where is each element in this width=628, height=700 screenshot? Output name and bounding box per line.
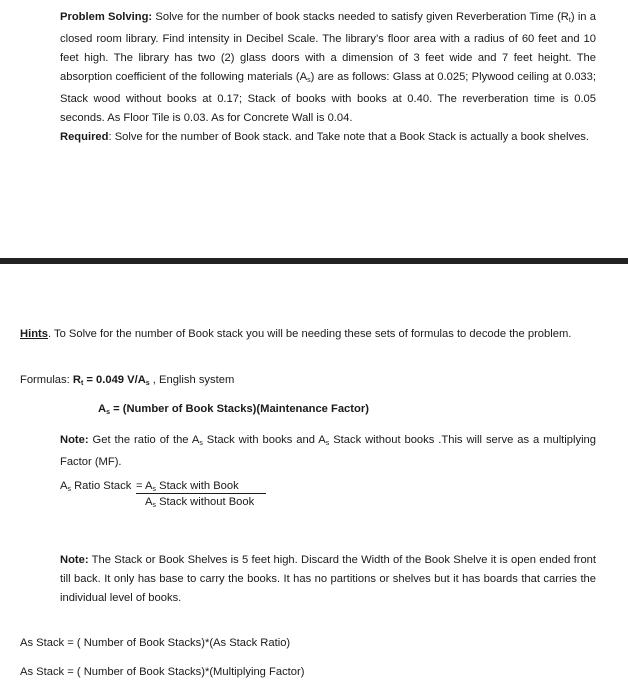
- ratio-denominator: [145, 496, 254, 509]
- problem-statement: [60, 8, 596, 147]
- ratio-left: [60, 480, 131, 493]
- formula-2-body: = (Number of Book Stacks)(Maintenance Factor): [110, 403, 369, 415]
- formula-1-body: = 0.049 V/A: [83, 374, 146, 386]
- ratio-den-a: A: [145, 496, 153, 508]
- problem-sub-as: s: [307, 77, 311, 84]
- ratio-num-b: Stack with Book: [156, 480, 239, 492]
- formula-1-comma: ,: [149, 374, 156, 386]
- ratio-num-a: A: [145, 480, 153, 492]
- formula-1-sub-t: t: [80, 380, 84, 387]
- problem-sub-rt: t: [568, 17, 571, 24]
- note-stack-height: [60, 551, 596, 608]
- hints-paragraph: [20, 325, 596, 344]
- ratio-left-a: A: [60, 480, 68, 492]
- note-2-lead: Note:: [60, 554, 89, 566]
- formula-reverberation: [20, 374, 234, 387]
- ratio-left-sub: s: [67, 486, 71, 493]
- note-1-s1: s: [199, 440, 203, 447]
- equation-stack-ratio: As Stack = ( Number of Book Stacks)*(As Stack Ratio): [20, 637, 291, 649]
- problem-text-2: ) in a closed room library. Find intensity in Decibel Scale. The library’s floor area with a radius of 60 feet and 10 feet high. The library has two (2) glass doors with a dimension of 3 feet wide and 7 feet height. The absorption coefficient of the following materials (A: [60, 11, 596, 83]
- required-text: : Solve for the number of Book stack. and Take note that a Book Stack is actually a book shelves.: [108, 131, 590, 143]
- section-divider: [0, 258, 628, 264]
- ratio-den-sub: s: [152, 502, 156, 509]
- equation-multiplying-factor: As Stack = ( Number of Book Stacks)*(Multiplying Factor): [20, 666, 305, 678]
- ratio-eq: =: [136, 480, 146, 492]
- problem-lead: Problem Solving:: [60, 11, 153, 23]
- formula-absorption: [98, 403, 369, 416]
- ratio-fraction-bar: [136, 493, 266, 494]
- hints-text: . To Solve for the number of Book stack you will be needing these sets of formulas to decode the problem.: [47, 328, 572, 340]
- problem-text-3: ) are as follows: Glass at 0.025; Plywood ceiling at 0.033; Stack wood without books at 0.17; Stack of books with books at 0.40. The reverberation time is 0.05 seconds. As Floor Tile is 0.03. As for Concrete Wall is 0.04.: [60, 71, 596, 124]
- formula-1-tail: English system: [155, 374, 235, 386]
- note-ratio: [60, 431, 596, 472]
- ratio-left-b: Ratio Stack: [70, 480, 132, 492]
- note-1-t2: Stack with books and A: [202, 434, 326, 446]
- problem-text-1: Solve for the number of book stacks needed to satisfy given Reverberation Time (R: [152, 11, 569, 23]
- note-1-t3: Stack without books .This will serve as a multiplying Factor (MF).: [60, 434, 597, 468]
- formulas-label: Formulas:: [20, 374, 73, 386]
- note-1-t1: Get the ratio of the A: [88, 434, 200, 446]
- formula-2-sub: s: [106, 409, 110, 416]
- ratio-numerator: [136, 480, 239, 493]
- ratio-num-sub: s: [152, 486, 156, 493]
- hints-lead: Hints: [20, 328, 48, 340]
- formula-1-sub-s: s: [145, 380, 150, 387]
- note-1-s2: s: [325, 440, 330, 447]
- formula-2-a: A: [98, 403, 107, 415]
- ratio-den-b: Stack without Book: [155, 496, 255, 508]
- formula-1-r: R: [72, 374, 81, 386]
- required-lead: Required: [60, 131, 109, 143]
- note-2-text: The Stack or Book Shelves is 5 feet high. Discard the Width of the Book Shelve it is open ended front till back. It only has base to carry the books. It has no partitions or shelves but it has boards that carries the individual level of books.: [60, 554, 596, 604]
- note-1-lead: Note:: [60, 434, 89, 446]
